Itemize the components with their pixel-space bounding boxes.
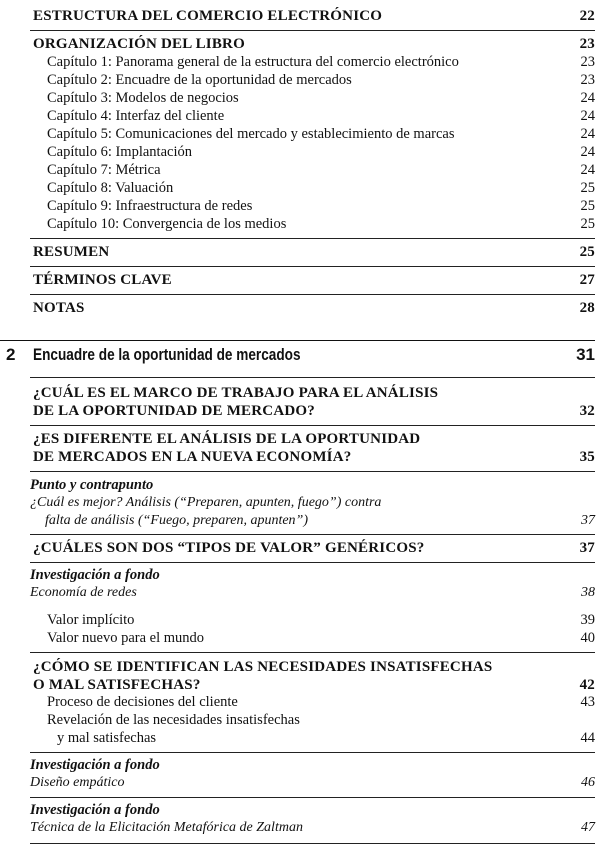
- divider: [30, 266, 595, 267]
- divider: [30, 843, 595, 844]
- entry-title: ORGANIZACIÓN DEL LIBRO: [33, 36, 245, 52]
- entry-page: 25: [579, 244, 595, 260]
- entry-page: 38: [581, 585, 595, 600]
- entry-page: 23: [580, 54, 595, 70]
- entry-title-line-2: DE LA OPORTUNIDAD DE MERCADO?: [33, 403, 315, 419]
- entry-page: 24: [580, 144, 595, 160]
- entry-page: 24: [580, 126, 595, 142]
- entry-title-line-1: ¿Cuál es mejor? Análisis (“Preparen, apunten, fuego”) contra: [30, 495, 382, 510]
- entry-title-line-2: falta de análisis (“Fuego, preparen, apunten”): [45, 513, 308, 528]
- entry-title: Valor nuevo para el mundo: [47, 630, 205, 646]
- entry-page: 37: [579, 540, 595, 556]
- entry-page: 27: [579, 272, 595, 288]
- chapter-divider: [0, 340, 595, 341]
- entry-title: TÉRMINOS CLAVE: [33, 272, 172, 288]
- entry-title: Capítulo 10: Convergencia de los medios: [47, 216, 287, 232]
- entry-page: 25: [580, 180, 595, 196]
- divider: [30, 30, 595, 31]
- entry-title-line-1: ¿ES DIFERENTE EL ANÁLISIS DE LA OPORTUNIDAD: [33, 431, 421, 447]
- divider: [30, 562, 595, 563]
- chapter-number: 2: [6, 345, 16, 364]
- entry-title-line-2: O MAL SATISFECHAS?: [33, 677, 201, 693]
- box-label: Investigación a fondo: [30, 802, 160, 818]
- chapter-title: Encuadre de la oportunidad de mercados: [33, 345, 301, 364]
- entry-title: Capítulo 3: Modelos de negocios: [47, 90, 239, 106]
- entry-page: 22: [579, 8, 595, 24]
- divider: [30, 752, 595, 753]
- entry-page: 23: [579, 36, 595, 52]
- divider: [30, 425, 595, 426]
- entry-page: 23: [580, 72, 595, 88]
- entry-title: Valor implícito: [47, 612, 135, 628]
- entry-page: 39: [580, 612, 595, 628]
- entry-page: 40: [580, 630, 595, 646]
- entry-title-line-2: DE MERCADOS EN LA NUEVA ECONOMÍA?: [33, 449, 352, 465]
- entry-title: Economía de redes: [30, 585, 137, 600]
- divider: [30, 471, 595, 472]
- chapter-page: 31: [576, 345, 595, 364]
- entry-title: Capítulo 7: Métrica: [47, 162, 161, 178]
- entry-title-line-1: ¿CUÁL ES EL MARCO DE TRABAJO PARA EL ANÁLISIS: [33, 385, 439, 401]
- entry-title: Capítulo 5: Comunicaciones del mercado y establecimiento de marcas: [47, 126, 455, 142]
- entry-title: Técnica de la Elicitación Metafórica de Zaltman: [30, 820, 303, 835]
- entry-page: 37: [581, 513, 595, 528]
- entry-page: 46: [581, 775, 595, 790]
- entry-title: ESTRUCTURA DEL COMERCIO ELECTRÓNICO: [33, 8, 383, 24]
- divider: [30, 238, 595, 239]
- entry-title: Capítulo 9: Infraestructura de redes: [47, 198, 253, 214]
- entry-page: 24: [580, 162, 595, 178]
- box-label: Punto y contrapunto: [30, 477, 154, 493]
- entry-title: RESUMEN: [33, 244, 110, 260]
- divider: [30, 797, 595, 798]
- box-label: Investigación a fondo: [30, 757, 160, 773]
- entry-title: Capítulo 6: Implantación: [47, 144, 192, 160]
- divider: [30, 377, 595, 378]
- divider: [30, 294, 595, 295]
- entry-title: Capítulo 4: Interfaz del cliente: [47, 108, 225, 124]
- entry-title-line-1: Revelación de las necesidades insatisfechas: [47, 712, 300, 728]
- entry-page: 25: [580, 198, 595, 214]
- entry-page: 47: [581, 820, 595, 835]
- box-label: Investigación a fondo: [30, 567, 160, 583]
- entry-page: 43: [580, 694, 595, 710]
- entry-title: Diseño empático: [30, 775, 125, 790]
- entry-page: 42: [579, 677, 595, 693]
- entry-page: 24: [580, 90, 595, 106]
- divider: [30, 652, 595, 653]
- entry-title-line-1: ¿CÓMO SE IDENTIFICAN LAS NECESIDADES INSATISFECHAS: [33, 659, 493, 675]
- entry-title: Capítulo 8: Valuación: [47, 180, 174, 196]
- entry-title: ¿CUÁLES SON DOS “TIPOS DE VALOR” GENÉRICOS?: [33, 540, 425, 556]
- entry-page: 24: [580, 108, 595, 124]
- divider: [30, 534, 595, 535]
- entry-page: 44: [580, 730, 595, 746]
- entry-title-line-2: y mal satisfechas: [57, 730, 157, 746]
- entry-page: 32: [579, 403, 595, 419]
- entry-title: NOTAS: [33, 300, 85, 316]
- entry-page: 28: [579, 300, 595, 316]
- entry-page: 25: [580, 216, 595, 232]
- entry-page: 35: [579, 449, 595, 465]
- entry-title: Capítulo 2: Encuadre de la oportunidad de mercados: [47, 72, 352, 88]
- entry-title: Capítulo 1: Panorama general de la estructura del comercio electrónico: [47, 54, 459, 70]
- entry-title: Proceso de decisiones del cliente: [47, 694, 238, 710]
